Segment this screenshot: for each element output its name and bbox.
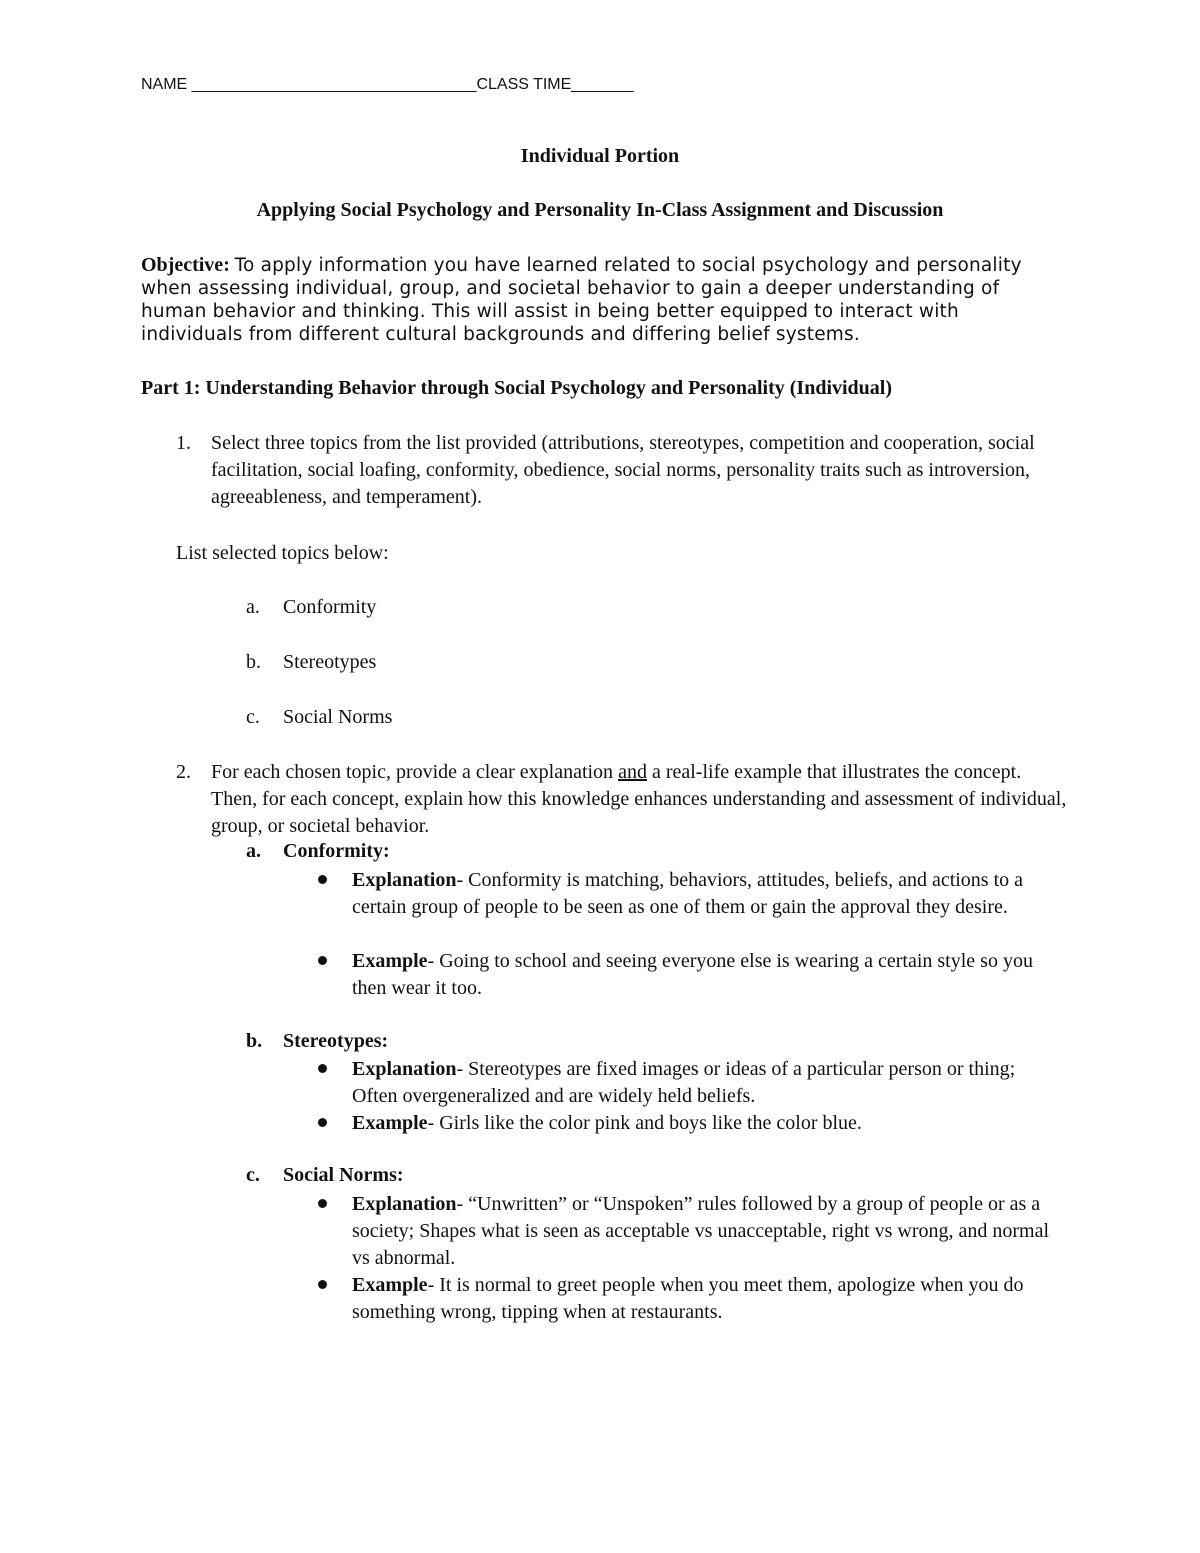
question2-text-after: a real-life example that illustrates the concept. Then, for each concept, explain how this knowledge enhances understanding and assessment of individual, group, or societal behavior. xyxy=(211,761,1067,837)
question2-number: 2. xyxy=(176,761,191,783)
explanation-label: Explanation xyxy=(352,1058,457,1080)
section-b-example xyxy=(352,1110,1062,1137)
portion-title: Individual Portion xyxy=(520,145,680,167)
question2-text-underlined: and xyxy=(618,761,647,783)
section-b-letter: b. xyxy=(246,1030,263,1052)
explanation-text: - Conformity is matching, behaviors, attitudes, beliefs, and actions to a certain group of people to be seen as one of them or gain the approval they desire. xyxy=(352,869,1024,918)
bullet-icon xyxy=(318,956,327,965)
topic-a-name: Conformity xyxy=(283,596,377,618)
section-a-explanation xyxy=(352,867,1062,921)
question2-text-before: For each chosen topic, provide a clear explanation xyxy=(211,761,614,783)
header-line xyxy=(141,76,634,94)
example-label: Example xyxy=(352,1274,428,1296)
part1-heading: Part 1: Understanding Behavior through Social Psychology and Personality (Individual) xyxy=(141,377,893,399)
example-text: - Girls like the color pink and boys like the color blue. xyxy=(427,1112,862,1134)
example-text: - It is normal to greet people when you meet them, apologize when you do something wrong, tipping when at restaurants. xyxy=(352,1274,1024,1323)
objective-text: To apply information you have learned related to social psychology and personality when assessing individual, group, and societal behavior to gain a deeper understanding of human behavior and thinking. This will assist in being better equipped to interact with individuals from different cultural backgrounds and differing belief systems. xyxy=(141,255,1022,345)
bullet-icon xyxy=(318,1118,327,1127)
example-text: - Going to school and seeing everyone else is wearing a certain style so you then wear it too. xyxy=(352,950,1033,999)
topic-b-name: Stereotypes xyxy=(283,651,377,673)
question2-text xyxy=(211,759,1071,840)
section-c-title: Social Norms: xyxy=(283,1164,404,1186)
topic-a-letter: a. xyxy=(246,596,260,618)
section-c-explanation xyxy=(352,1191,1062,1272)
name-label: NAME xyxy=(141,76,188,93)
topic-c-name: Social Norms xyxy=(283,706,393,728)
explanation-label: Explanation xyxy=(352,1193,457,1215)
topic-b-letter: b. xyxy=(246,651,261,673)
section-b-title: Stereotypes: xyxy=(283,1030,389,1052)
section-a-example xyxy=(352,948,1062,1002)
bullet-icon xyxy=(318,1199,327,1208)
list-label: List selected topics below: xyxy=(176,542,389,564)
bullet-icon xyxy=(318,1280,327,1289)
explanation-text: - Stereotypes are fixed images or ideas of a particular person or thing; Often overgeneralized and are widely held beliefs. xyxy=(352,1058,1016,1107)
topic-c-letter: c. xyxy=(246,706,260,728)
section-c-letter: c. xyxy=(246,1164,260,1186)
bullet-icon xyxy=(318,1064,327,1073)
example-label: Example xyxy=(352,1112,428,1134)
class-time-blank: _______ xyxy=(571,76,634,93)
section-b-explanation xyxy=(352,1056,1062,1110)
section-c-example xyxy=(352,1272,1062,1326)
objective-lead: Objective: xyxy=(141,254,230,276)
objective-paragraph xyxy=(141,254,1061,346)
bullet-icon xyxy=(318,875,327,884)
assignment-title: Applying Social Psychology and Personality In-Class Assignment and Discussion xyxy=(256,199,944,221)
question1-text: Select three topics from the list provided (attributions, stereotypes, competition and cooperation, social facilitation, social loafing, conformity, obedience, social norms, personality traits such as introversion, agreeableness, and temperament). xyxy=(211,432,1035,508)
section-a-letter: a. xyxy=(246,840,261,862)
explanation-text: - “Unwritten” or “Unspoken” rules followed by a group of people or as a society; Shapes what is seen as acceptable vs unacceptable, right vs wrong, and normal vs abnormal. xyxy=(352,1193,1050,1269)
class-time-label: CLASS TIME xyxy=(476,76,572,93)
name-blank: ________________________________ xyxy=(191,76,477,93)
section-a-title: Conformity: xyxy=(283,840,390,862)
explanation-label: Explanation xyxy=(352,869,457,891)
question1-number: 1. xyxy=(176,432,191,454)
example-label: Example xyxy=(352,950,428,972)
